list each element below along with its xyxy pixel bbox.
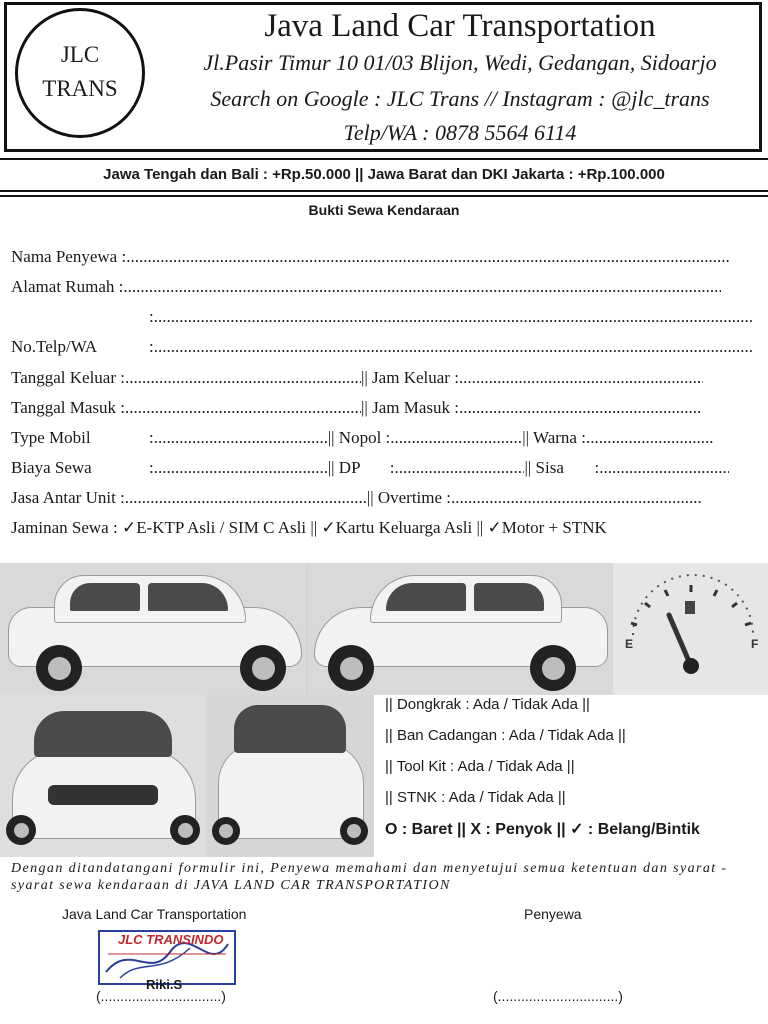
label-warna: || Warna : <box>522 428 586 447</box>
row-jaminan-sewa <box>11 517 607 539</box>
fill-line[interactable] <box>125 397 361 419</box>
car-front-photo <box>0 695 206 857</box>
label-jasa-antar-unit: Jasa Antar Unit : <box>11 488 125 507</box>
agreement-text: Dengan ditandatangani formulir ini, Penyewa memahami dan menyetujui semua ketentuan dan syarat - syarat sewa kendaraan di JAVA LAND CAR TRANSPORTATION <box>11 861 728 893</box>
fill-line[interactable] <box>390 427 522 449</box>
fill-line[interactable] <box>154 457 328 479</box>
label-dp: || DP <box>327 458 361 477</box>
row-jasa-antar <box>11 487 701 509</box>
label-nama-penyewa: Nama Penyewa : <box>11 247 127 266</box>
fuel-gauge <box>613 563 768 695</box>
wheel-icon <box>240 645 286 691</box>
row-no-telp <box>11 336 752 358</box>
logo-line-1: JLC <box>60 42 100 67</box>
fill-line[interactable] <box>154 427 328 449</box>
signature-line-renter[interactable]: (...............................) <box>493 988 623 1004</box>
checklist-ban-cadangan: || Ban Cadangan : Ada / Tidak Ada || <box>385 727 626 744</box>
label-tanggal-keluar: Tanggal Keluar : <box>11 368 125 387</box>
row-nama-penyewa <box>11 246 730 268</box>
fill-line[interactable] <box>599 457 729 479</box>
wheel-icon <box>328 645 374 691</box>
signature-line-company[interactable]: (...............................) <box>96 988 226 1004</box>
row-alamat-rumah-2 <box>11 306 752 328</box>
checklist-stnk: || STNK : Ada / Tidak Ada || <box>385 789 566 806</box>
car-photos-strip <box>0 563 768 695</box>
wheel-icon <box>6 815 36 845</box>
fill-line[interactable] <box>459 397 701 419</box>
company-search-info: Search on Google : JLC Trans // Instagram : @jlc_trans <box>210 86 710 111</box>
label-jam-masuk: || Jam Masuk : <box>361 398 459 417</box>
fill-line[interactable] <box>123 276 721 298</box>
label-jaminan-sewa: Jaminan Sewa : ✓E-KTP Asli / SIM C Asli || ✓Kartu Keluarga Asli || ✓Motor + STNK <box>11 518 607 537</box>
fuel-gauge-icon <box>613 563 768 695</box>
row-tanggal-keluar <box>11 367 703 389</box>
wheel-icon <box>530 645 576 691</box>
checklist-dongkrak: || Dongkrak : Ada / Tidak Ada || <box>385 696 590 713</box>
fuel-pump-icon <box>685 601 695 614</box>
stamp-text: JLC TRANSINDO <box>118 932 224 947</box>
fill-line[interactable] <box>459 367 703 389</box>
label-colon: : <box>149 458 154 477</box>
fill-line[interactable] <box>125 367 361 389</box>
label-colon: : <box>149 307 154 326</box>
label-tanggal-masuk: Tanggal Masuk : <box>11 398 126 417</box>
wheel-icon <box>340 817 368 845</box>
checklist-tool-kit: || Tool Kit : Ada / Tidak Ada || <box>385 758 575 775</box>
logo-line-2: TRANS <box>42 76 118 101</box>
car-left-side-photo <box>0 563 306 695</box>
gauge-full-label: F <box>751 637 759 651</box>
label-alamat-rumah: Alamat Rumah : <box>11 277 124 296</box>
label-colon: : <box>594 458 600 477</box>
car-right-side-photo <box>308 563 613 695</box>
label-sisa: || Sisa <box>524 458 564 477</box>
car-rear-photo <box>206 695 374 857</box>
label-colon: : <box>149 428 154 447</box>
signature-renter-title: Penyewa <box>524 906 582 922</box>
gauge-empty-label: E <box>625 637 634 651</box>
row-alamat-rumah <box>11 276 721 298</box>
label-nopol: || Nopol : <box>327 428 391 447</box>
signer-name: Riki.S <box>146 977 183 992</box>
company-phone: Telp/WA : 0878 5564 6114 <box>343 120 577 145</box>
label-jam-keluar: || Jam Keluar : <box>361 368 459 387</box>
company-logo <box>15 8 145 138</box>
fill-line[interactable] <box>126 246 730 268</box>
label-colon: : <box>389 458 395 477</box>
signature-company-title: Java Land Car Transportation <box>62 906 247 922</box>
fill-line[interactable] <box>154 306 752 328</box>
fill-line[interactable] <box>125 487 367 509</box>
wheel-icon <box>170 815 200 845</box>
wheel-icon <box>212 817 240 845</box>
row-type-mobil <box>11 427 714 449</box>
company-name: Java Land Car Transportation <box>264 8 656 44</box>
price-surcharge-bar: Jawa Tengah dan Bali : +Rp.50.000 || Jawa Barat dan DKI Jakarta : +Rp.100.000 <box>0 158 768 192</box>
label-no-telp: No.Telp/WA <box>11 337 98 356</box>
row-biaya-sewa <box>11 457 729 479</box>
wheel-icon <box>36 645 82 691</box>
divider <box>0 195 768 197</box>
company-address: Jl.Pasir Timur 10 01/03 Blijon, Wedi, Gedangan, Sidoarjo <box>203 50 717 75</box>
label-overtime: || Overtime : <box>366 488 452 507</box>
form-title: Bukti Sewa Kendaraan <box>308 202 460 218</box>
label-biaya-sewa: Biaya Sewa <box>11 458 92 477</box>
damage-legend: O : Baret || X : Penyok || ✓ : Belang/Bintik <box>385 821 700 838</box>
fill-line[interactable] <box>394 457 524 479</box>
row-tanggal-masuk <box>11 397 701 419</box>
label-type-mobil: Type Mobil <box>11 428 91 447</box>
fill-line[interactable] <box>586 427 714 449</box>
fill-line[interactable] <box>451 487 701 509</box>
fill-line[interactable] <box>154 336 752 358</box>
label-colon: : <box>149 337 154 356</box>
